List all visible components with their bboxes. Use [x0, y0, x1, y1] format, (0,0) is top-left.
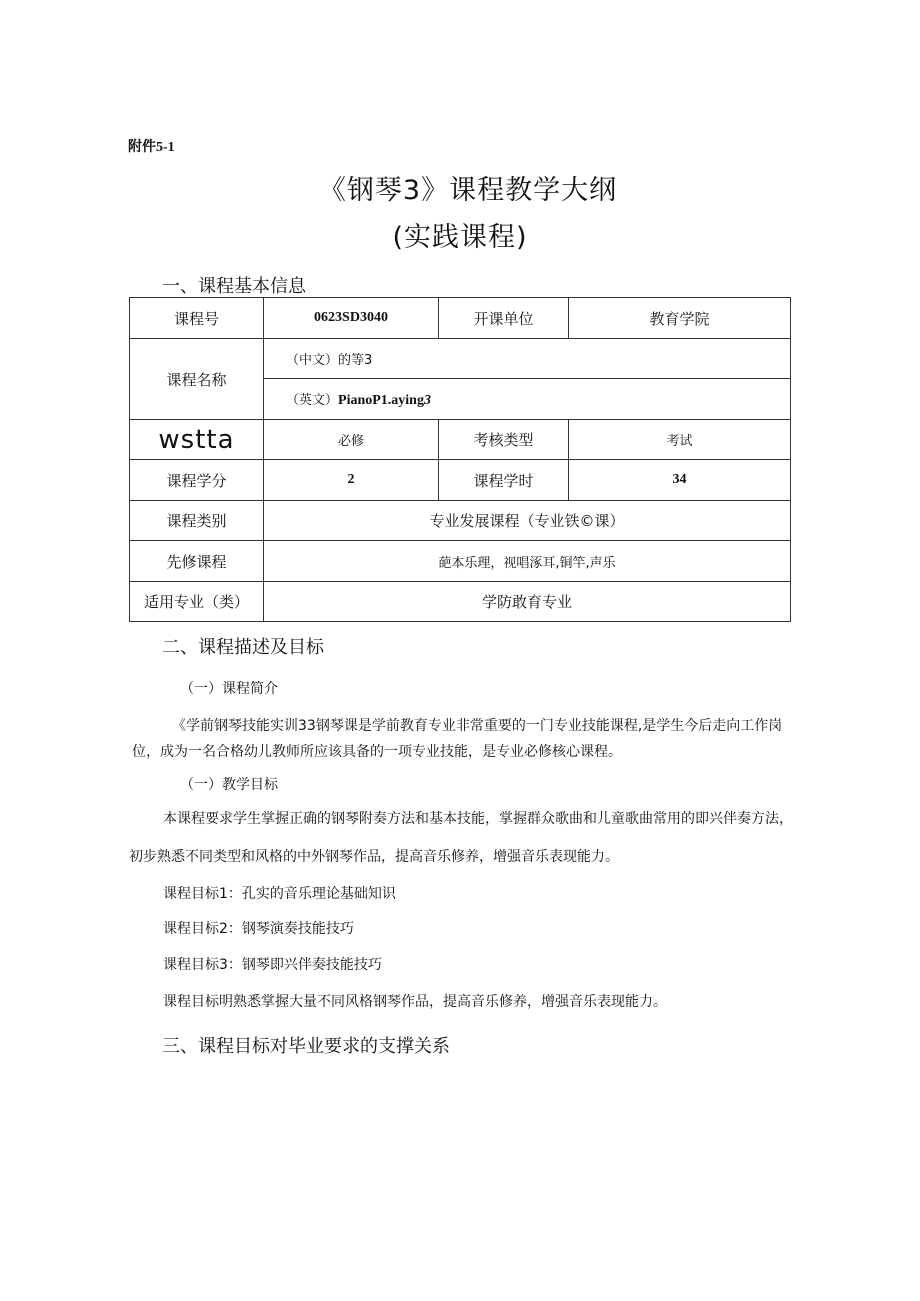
hours-label: 课程学时 — [439, 460, 569, 501]
intro-paragraph: 《学前钢琴技能实训33钢琴课是学前教育专业非常重要的一门专业技能课程,是学生今后走向工作岗位，成为一名合格幼儿教师所应该具备的一项专业技能，是专业必修核心课程。 — [132, 718, 783, 760]
goal-2-text: 钢琴演奏技能技巧 — [241, 921, 354, 937]
hours-value: 34 — [569, 460, 791, 501]
major-value: 学防敢育专业 — [264, 582, 791, 622]
prereq-value: 葩本乐理，视唱涿耳,铜竿,声乐 — [264, 541, 791, 582]
unit-label: 开课单位 — [439, 298, 569, 339]
major-label: 适用专业（类） — [130, 582, 264, 622]
goals-heading: （一）教学目标 — [180, 777, 278, 793]
table-row — [130, 501, 791, 541]
course-name-cn: （中文）的等3 — [264, 339, 791, 379]
table-row — [130, 298, 791, 339]
assess-label: 考核类型 — [439, 420, 569, 460]
course-no-label: 课程号 — [130, 298, 264, 339]
goal-1-label: 课程目标1： — [163, 886, 242, 902]
table-row — [130, 541, 791, 582]
page-title: 《钢琴3》课程教学大纲 — [318, 175, 618, 206]
goal-4: 课程目标明熟悉掌握大量不同风格钢琴作品，提高音乐修养，增强音乐表现能力。 — [163, 994, 667, 1010]
category-label: 课程类别 — [130, 501, 264, 541]
goals-text-line2: 初步熟悉不同类型和风格的中外钢琴作品，提高音乐修养，增强音乐表现能力。 — [129, 849, 619, 865]
credit-value: 2 — [264, 460, 439, 501]
attachment-label: 附件5-1 — [128, 140, 175, 155]
unit-value: 教育学院 — [569, 298, 791, 339]
course-name-en-suffix: 3 — [423, 393, 431, 408]
course-no-value: 0623SD3040 — [264, 298, 439, 339]
page-subtitle: (实践课程) — [392, 222, 528, 253]
section-heading-description: 二、课程描述及目标 — [162, 637, 324, 658]
section-heading-basic-info: 一、课程基本信息 — [162, 276, 306, 297]
goal-2-label: 课程目标2： — [163, 921, 242, 937]
goal-3-label: 课程目标3： — [163, 957, 242, 973]
table-row — [130, 582, 791, 622]
course-info-table — [129, 297, 791, 622]
table-row — [130, 420, 791, 460]
course-type-label: wstta — [130, 420, 264, 460]
goal-3-text: 钢琴即兴伴奏技能技巧 — [241, 957, 382, 973]
table-row — [130, 460, 791, 501]
category-value: 专业发展课程（专业铁©课） — [264, 501, 791, 541]
prereq-label: 先修课程 — [130, 541, 264, 582]
goal-3 — [163, 954, 382, 974]
goal-2 — [163, 918, 354, 938]
course-name-en — [264, 379, 791, 420]
course-name-en-prefix: （英文） — [286, 393, 339, 408]
goal-1-text: 孔实的音乐理论基础知识 — [241, 886, 396, 902]
credit-label: 课程学分 — [130, 460, 264, 501]
table-row — [130, 339, 791, 379]
goals-text-line1: 本课程要求学生掌握正确的钢琴附奏方法和基本技能，掌握群众歌曲和儿童歌曲常用的即兴伴奏方法， — [163, 811, 793, 827]
section-heading-support: 三、课程目标对毕业要求的支撑关系 — [162, 1036, 450, 1057]
course-name-label: 课程名称 — [130, 339, 264, 420]
goal-1 — [163, 883, 396, 903]
assess-value: 考试 — [569, 420, 791, 460]
course-name-en-value: PianoP1.aying — [338, 393, 424, 408]
course-type-value: 必修 — [264, 420, 439, 460]
intro-heading: （一）课程简介 — [180, 681, 278, 697]
